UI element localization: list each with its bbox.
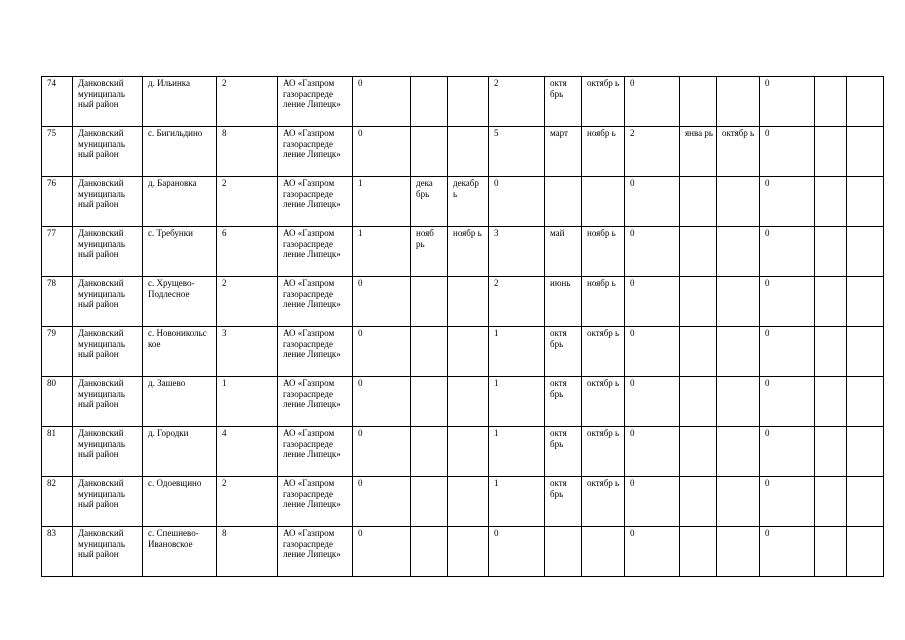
- settlement-cell: д. Зашево: [143, 377, 217, 427]
- organization-cell: АО «Газпром газораспреде ление Липецк»: [278, 177, 353, 227]
- value-cell: 0: [353, 427, 411, 477]
- month-cell: [545, 527, 582, 577]
- month-cell: октя брь: [545, 477, 582, 527]
- value-cell: 1: [489, 427, 545, 477]
- month-cell: октябр ь: [582, 77, 625, 127]
- value-cell: 0: [489, 177, 545, 227]
- settlement-cell: д. Городки: [143, 427, 217, 477]
- month-cell: [680, 177, 717, 227]
- empty-cell: [847, 327, 884, 377]
- empty-cell: [847, 527, 884, 577]
- empty-cell: [815, 477, 847, 527]
- month-cell: октя брь: [545, 377, 582, 427]
- value-cell: 2: [625, 127, 680, 177]
- district-cell: Данковский муниципаль ный район: [73, 277, 143, 327]
- empty-cell: [815, 177, 847, 227]
- count-cell: 8: [217, 527, 278, 577]
- empty-cell: [847, 77, 884, 127]
- month-cell: [680, 227, 717, 277]
- month-cell: [717, 527, 760, 577]
- month-cell: [717, 327, 760, 377]
- table-row: [42, 427, 884, 477]
- value-cell: 5: [489, 127, 545, 177]
- month-cell: октябр ь: [582, 477, 625, 527]
- month-cell: [448, 327, 489, 377]
- month-cell: [411, 477, 448, 527]
- count-cell: 6: [217, 227, 278, 277]
- month-cell: [448, 127, 489, 177]
- count-cell: 8: [217, 127, 278, 177]
- value-cell: 0: [353, 127, 411, 177]
- organization-cell: АО «Газпром газораспреде ление Липецк»: [278, 227, 353, 277]
- value-cell: 0: [760, 77, 815, 127]
- district-cell: Данковский муниципаль ный район: [73, 127, 143, 177]
- empty-cell: [815, 527, 847, 577]
- count-cell: 2: [217, 77, 278, 127]
- value-cell: 3: [489, 227, 545, 277]
- table-row: [42, 477, 884, 527]
- month-cell: дека брь: [411, 177, 448, 227]
- value-cell: 0: [625, 377, 680, 427]
- organization-cell: АО «Газпром газораспреде ление Липецк»: [278, 427, 353, 477]
- month-cell: [448, 377, 489, 427]
- settlement-cell: с. Одоевщино: [143, 477, 217, 527]
- value-cell: 0: [760, 327, 815, 377]
- table-row: [42, 227, 884, 277]
- month-cell: нояб рь: [411, 227, 448, 277]
- month-cell: [448, 277, 489, 327]
- count-cell: 2: [217, 177, 278, 227]
- empty-cell: [815, 377, 847, 427]
- empty-cell: [815, 77, 847, 127]
- district-cell: Данковский муниципаль ный район: [73, 477, 143, 527]
- district-cell: Данковский муниципаль ный район: [73, 327, 143, 377]
- value-cell: 0: [353, 277, 411, 327]
- organization-cell: АО «Газпром газораспреде ление Липецк»: [278, 127, 353, 177]
- value-cell: 1: [489, 377, 545, 427]
- row-number-cell: 82: [42, 477, 73, 527]
- count-cell: 2: [217, 277, 278, 327]
- month-cell: [717, 427, 760, 477]
- month-cell: [717, 227, 760, 277]
- month-cell: июнь: [545, 277, 582, 327]
- month-cell: [680, 77, 717, 127]
- value-cell: 0: [760, 177, 815, 227]
- month-cell: октя брь: [545, 77, 582, 127]
- organization-cell: АО «Газпром газораспреде ление Липецк»: [278, 277, 353, 327]
- value-cell: 0: [760, 277, 815, 327]
- month-cell: декабр ь: [448, 177, 489, 227]
- value-cell: 0: [760, 227, 815, 277]
- empty-cell: [847, 477, 884, 527]
- month-cell: [717, 77, 760, 127]
- value-cell: 0: [760, 377, 815, 427]
- settlement-cell: с. Хрущево-Подлесное: [143, 277, 217, 327]
- value-cell: 0: [760, 527, 815, 577]
- value-cell: 0: [353, 327, 411, 377]
- table-row: [42, 327, 884, 377]
- month-cell: [680, 277, 717, 327]
- value-cell: 0: [353, 477, 411, 527]
- count-cell: 2: [217, 477, 278, 527]
- empty-cell: [815, 227, 847, 277]
- value-cell: 0: [353, 527, 411, 577]
- value-cell: 0: [625, 527, 680, 577]
- row-number-cell: 78: [42, 277, 73, 327]
- settlement-cell: с. Требунки: [143, 227, 217, 277]
- table-row: [42, 527, 884, 577]
- month-cell: октябр ь: [717, 127, 760, 177]
- district-cell: Данковский муниципаль ный район: [73, 77, 143, 127]
- month-cell: янва рь: [680, 127, 717, 177]
- month-cell: октябр ь: [582, 427, 625, 477]
- value-cell: 0: [489, 527, 545, 577]
- empty-cell: [815, 277, 847, 327]
- district-cell: Данковский муниципаль ный район: [73, 227, 143, 277]
- district-cell: Данковский муниципаль ный район: [73, 427, 143, 477]
- month-cell: март: [545, 127, 582, 177]
- month-cell: [717, 377, 760, 427]
- count-cell: 1: [217, 377, 278, 427]
- month-cell: [582, 527, 625, 577]
- value-cell: 0: [625, 277, 680, 327]
- month-cell: ноябр ь: [582, 227, 625, 277]
- month-cell: [545, 177, 582, 227]
- row-number-cell: 77: [42, 227, 73, 277]
- empty-cell: [815, 127, 847, 177]
- month-cell: май: [545, 227, 582, 277]
- value-cell: 0: [625, 177, 680, 227]
- table-body: [42, 77, 884, 577]
- count-cell: 3: [217, 327, 278, 377]
- month-cell: [448, 77, 489, 127]
- month-cell: [717, 177, 760, 227]
- organization-cell: АО «Газпром газораспреде ление Липецк»: [278, 377, 353, 427]
- row-number-cell: 83: [42, 527, 73, 577]
- value-cell: 0: [760, 427, 815, 477]
- value-cell: 0: [353, 77, 411, 127]
- organization-cell: АО «Газпром газораспреде ление Липецк»: [278, 77, 353, 127]
- month-cell: [448, 477, 489, 527]
- table-row: [42, 277, 884, 327]
- month-cell: октя брь: [545, 327, 582, 377]
- value-cell: 0: [625, 327, 680, 377]
- month-cell: [448, 527, 489, 577]
- row-number-cell: 75: [42, 127, 73, 177]
- row-number-cell: 79: [42, 327, 73, 377]
- empty-cell: [815, 327, 847, 377]
- month-cell: октябр ь: [582, 377, 625, 427]
- empty-cell: [815, 427, 847, 477]
- settlement-cell: д. Ильинка: [143, 77, 217, 127]
- value-cell: 2: [489, 277, 545, 327]
- empty-cell: [847, 277, 884, 327]
- month-cell: [680, 427, 717, 477]
- table-row: [42, 177, 884, 227]
- table-row: [42, 127, 884, 177]
- organization-cell: АО «Газпром газораспреде ление Липецк»: [278, 327, 353, 377]
- district-cell: Данковский муниципаль ный район: [73, 177, 143, 227]
- month-cell: [411, 327, 448, 377]
- organization-cell: АО «Газпром газораспреде ление Липецк»: [278, 527, 353, 577]
- month-cell: ноябр ь: [448, 227, 489, 277]
- value-cell: 2: [489, 77, 545, 127]
- month-cell: [411, 427, 448, 477]
- month-cell: [680, 327, 717, 377]
- settlement-cell: с. Бигильдино: [143, 127, 217, 177]
- empty-cell: [847, 427, 884, 477]
- month-cell: [717, 477, 760, 527]
- row-number-cell: 76: [42, 177, 73, 227]
- empty-cell: [847, 377, 884, 427]
- month-cell: [411, 127, 448, 177]
- value-cell: 0: [625, 77, 680, 127]
- month-cell: октябр ь: [582, 327, 625, 377]
- value-cell: 0: [625, 477, 680, 527]
- row-number-cell: 81: [42, 427, 73, 477]
- table-row: [42, 77, 884, 127]
- settlement-cell: с. Новоникольс кое: [143, 327, 217, 377]
- month-cell: [717, 277, 760, 327]
- value-cell: 0: [760, 127, 815, 177]
- value-cell: 1: [353, 227, 411, 277]
- data-table: [41, 76, 884, 577]
- month-cell: [411, 277, 448, 327]
- row-number-cell: 80: [42, 377, 73, 427]
- settlement-cell: с. Спешнево-Ивановское: [143, 527, 217, 577]
- value-cell: 1: [489, 327, 545, 377]
- value-cell: 0: [353, 377, 411, 427]
- month-cell: ноябр ь: [582, 127, 625, 177]
- value-cell: 0: [760, 477, 815, 527]
- month-cell: [680, 477, 717, 527]
- value-cell: 1: [489, 477, 545, 527]
- month-cell: [680, 527, 717, 577]
- organization-cell: АО «Газпром газораспреде ление Липецк»: [278, 477, 353, 527]
- table-row: [42, 377, 884, 427]
- month-cell: [680, 377, 717, 427]
- month-cell: [448, 427, 489, 477]
- empty-cell: [847, 127, 884, 177]
- settlement-cell: д. Барановка: [143, 177, 217, 227]
- count-cell: 4: [217, 427, 278, 477]
- district-cell: Данковский муниципаль ный район: [73, 377, 143, 427]
- month-cell: октя брь: [545, 427, 582, 477]
- value-cell: 0: [625, 427, 680, 477]
- month-cell: [411, 377, 448, 427]
- month-cell: ноябр ь: [582, 277, 625, 327]
- empty-cell: [847, 227, 884, 277]
- value-cell: 0: [625, 227, 680, 277]
- district-cell: Данковский муниципаль ный район: [73, 527, 143, 577]
- month-cell: [411, 77, 448, 127]
- month-cell: [411, 527, 448, 577]
- row-number-cell: 74: [42, 77, 73, 127]
- month-cell: [582, 177, 625, 227]
- empty-cell: [847, 177, 884, 227]
- value-cell: 1: [353, 177, 411, 227]
